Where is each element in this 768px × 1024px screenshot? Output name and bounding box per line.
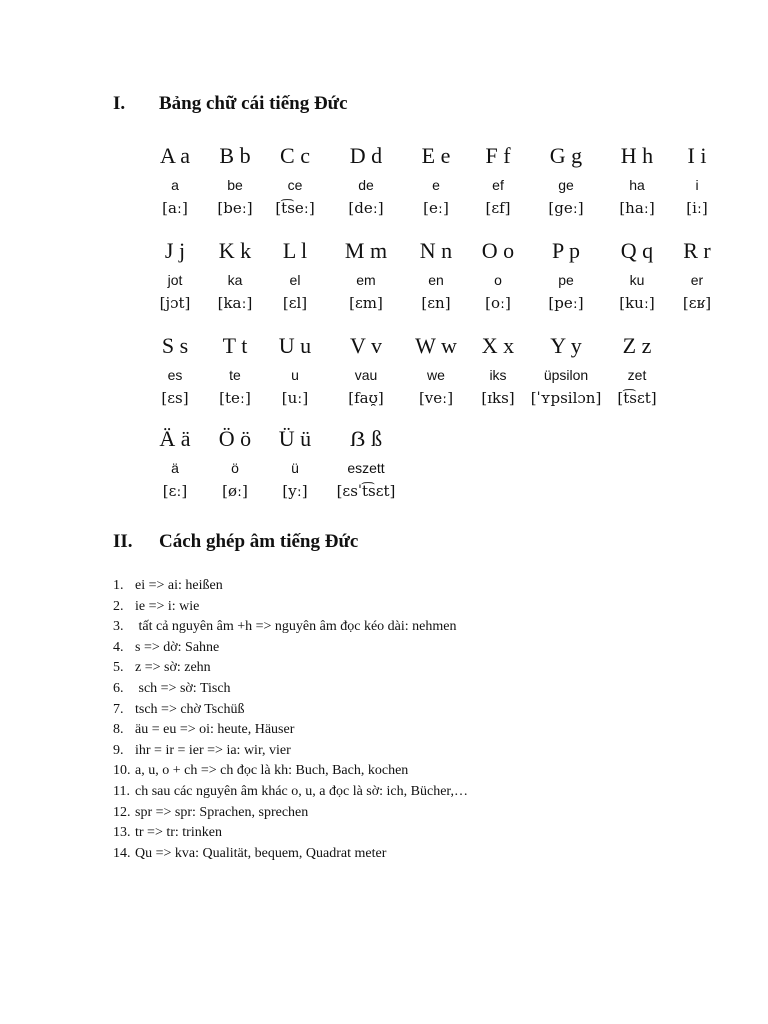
letter-name: vau: [354, 367, 378, 383]
alphabet-cell: [326, 426, 406, 506]
letter-ipa: [t͡sɛt]: [617, 389, 657, 407]
letter: S s: [161, 333, 189, 358]
rule-text: ie => i: wie: [135, 598, 200, 614]
letter-ipa: [faʊ̯]: [348, 389, 384, 407]
letter-ipa: [kaː]: [217, 294, 253, 312]
letter: B b: [219, 143, 251, 168]
section-1-title: Bảng chữ cái tiếng Đức: [159, 93, 348, 114]
rule-item: [113, 597, 673, 618]
letter: R r: [683, 238, 711, 263]
letter-name: e: [432, 177, 440, 193]
letter: T t: [222, 333, 248, 358]
letter-ipa: [ɛː]: [162, 482, 188, 500]
rule-text: tất cả nguyên âm +h => nguyên âm đọc kéo dài: nehmen: [135, 619, 457, 635]
alphabet-cell: [255, 333, 335, 413]
letter-name: we: [427, 367, 445, 383]
letter-name: pe: [558, 272, 574, 288]
letter: W w: [415, 333, 457, 358]
rule-number: 6.: [113, 680, 124, 696]
alphabet-cell: [657, 143, 737, 223]
letter-name: eszett: [347, 460, 385, 476]
rule-number: 1.: [113, 578, 124, 593]
letter-ipa: [oː]: [485, 294, 511, 312]
pronunciation-rules-list: [113, 576, 673, 864]
letter-name: ge: [558, 177, 574, 193]
rule-number: 11.: [113, 783, 130, 799]
rule-text: a, u, o + ch => ch đọc là kh: Buch, Bach, kochen: [135, 763, 409, 779]
alphabet-cell: [526, 333, 606, 413]
letter: ẞ ß: [349, 426, 383, 451]
rule-number: 9.: [113, 742, 124, 758]
letter-name: ce: [287, 177, 303, 193]
rule-text: s => dờ: Sahne: [135, 639, 220, 655]
letter-name: em: [356, 272, 376, 288]
letter-name: ha: [629, 177, 645, 193]
alphabet-cell: [526, 143, 606, 223]
letter-name: er: [690, 272, 704, 288]
letter-name: es: [167, 367, 183, 383]
letter: Ü ü: [278, 426, 312, 451]
rule-number: 8.: [113, 722, 124, 738]
letter-name: iks: [489, 367, 507, 383]
letter-ipa: [kuː]: [619, 294, 655, 312]
section-2-title: Cách ghép âm tiếng Đức: [159, 531, 359, 552]
alphabet-cell: [526, 238, 606, 318]
letter-ipa: [ɛf]: [485, 199, 511, 217]
letter: Y y: [550, 333, 582, 358]
letter: K k: [218, 238, 252, 263]
rule-text: ch sau các nguyên âm khác o, u, a đọc là sờ: ich, Bücher,…: [135, 783, 469, 799]
rule-item: [113, 761, 673, 782]
rule-number: 13.: [113, 825, 131, 841]
letter: F f: [485, 143, 511, 168]
alphabet-cell: [657, 238, 737, 318]
letter-name: zet: [627, 367, 647, 383]
letter: A a: [160, 143, 190, 168]
letter-name: ku: [629, 272, 645, 288]
rule-item: [113, 782, 673, 803]
letter-name: ef: [492, 177, 504, 193]
letter-name: ä: [171, 460, 179, 476]
alphabet-cell: [326, 333, 406, 413]
section-1-number: I.: [113, 93, 126, 114]
letter-ipa: [peː]: [548, 294, 584, 312]
letter-ipa: [ɪks]: [481, 389, 515, 407]
letter: M m: [344, 238, 388, 263]
letter: I i: [687, 143, 707, 168]
section-2-number: II.: [113, 531, 133, 552]
letter: V v: [350, 333, 382, 358]
rule-item: [113, 720, 673, 741]
letter: Q q: [620, 238, 654, 263]
alphabet-cell: [326, 143, 406, 223]
letter: J j: [164, 238, 186, 263]
rule-number: 4.: [113, 639, 124, 655]
letter-ipa: [yː]: [282, 482, 308, 500]
rule-number: 3.: [113, 619, 124, 635]
letter: G g: [549, 143, 583, 168]
letter-ipa: [aː]: [162, 199, 188, 217]
rule-number: 10.: [113, 763, 131, 779]
letter-ipa: [ɛs]: [161, 389, 189, 407]
letter: Ä ä: [159, 426, 191, 451]
letter-ipa: [ˈʏpsilɔn]: [530, 389, 602, 407]
letter-ipa: [geː]: [548, 199, 584, 217]
rule-number: 7.: [113, 701, 124, 717]
letter-ipa: [ɛl]: [282, 294, 308, 312]
rule-number: 12.: [113, 804, 131, 820]
letter-name: te: [229, 367, 241, 383]
letter-ipa: [haː]: [619, 199, 655, 217]
letter-ipa: [ɛsˈt͡sɛt]: [336, 482, 396, 500]
rule-item: [113, 617, 673, 638]
alphabet-cell: [255, 143, 335, 223]
rule-text: tr => tr: trinken: [135, 825, 222, 841]
letter-name: o: [494, 272, 502, 288]
alphabet-cell: [326, 238, 406, 318]
rule-text: ei => ai: heißen: [135, 578, 223, 593]
letter: U u: [278, 333, 312, 358]
letter-name: i: [695, 177, 699, 193]
letter-ipa: [deː]: [348, 199, 384, 217]
alphabet-cell: [255, 238, 335, 318]
rule-item: [113, 638, 673, 659]
letter-name: ö: [231, 460, 239, 476]
rule-item: [113, 576, 673, 597]
alphabet-cell: [255, 426, 335, 506]
section-2-heading: [113, 531, 513, 557]
letter-name: el: [289, 272, 301, 288]
alphabet-cell: [597, 333, 677, 413]
letter: X x: [481, 333, 515, 358]
rule-item: [113, 803, 673, 824]
rule-item: [113, 823, 673, 844]
rule-text: z => sờ: zehn: [135, 660, 211, 676]
letter-name: de: [358, 177, 374, 193]
rule-text: sch => sờ: Tisch: [135, 680, 231, 696]
letter: H h: [620, 143, 654, 168]
rule-text: tsch => chờ Tschüß: [135, 701, 245, 717]
letter-name: a: [171, 177, 179, 193]
letter-ipa: [ɛn]: [421, 294, 451, 312]
letter: Ö ö: [218, 426, 252, 451]
rule-number: 14.: [113, 845, 131, 861]
letter-ipa: [ɛm]: [349, 294, 383, 312]
letter-name: jot: [167, 272, 183, 288]
letter-ipa: [eː]: [423, 199, 449, 217]
letter-ipa: [ɛʁ]: [682, 294, 712, 312]
rule-item: [113, 741, 673, 762]
rule-text: Qu => kva: Qualität, bequem, Quadrat meter: [135, 845, 387, 861]
letter: E e: [421, 143, 451, 168]
letter-name: be: [227, 177, 243, 193]
letter: Z z: [622, 333, 652, 358]
letter-name: ü: [291, 460, 299, 476]
letter: D d: [349, 143, 383, 168]
rule-number: 5.: [113, 660, 124, 676]
letter: L l: [282, 238, 308, 263]
rule-item: [113, 658, 673, 679]
rule-text: äu = eu => oi: heute, Häuser: [135, 722, 295, 738]
rule-text: spr => spr: Sprachen, sprechen: [135, 804, 309, 820]
letter-ipa: [veː]: [418, 389, 454, 407]
rule-item: [113, 679, 673, 700]
letter-name: en: [428, 272, 444, 288]
rule-item: [113, 844, 673, 865]
letter-ipa: [øː]: [222, 482, 248, 500]
rule-text: ihr = ir = ier => ia: wir, vier: [135, 742, 291, 758]
letter: O o: [481, 238, 515, 263]
rule-item: [113, 700, 673, 721]
letter-ipa: [iː]: [686, 199, 708, 217]
letter-ipa: [teː]: [219, 389, 251, 407]
letter-name: u: [291, 367, 299, 383]
letter-ipa: [beː]: [217, 199, 253, 217]
letter-ipa: [t͡seː]: [275, 199, 315, 217]
letter-ipa: [uː]: [281, 389, 309, 407]
letter-ipa: [jɔt]: [159, 294, 191, 312]
letter-name: ka: [227, 272, 243, 288]
rule-number: 2.: [113, 598, 124, 614]
letter: P p: [552, 238, 580, 263]
letter: C c: [280, 143, 310, 168]
letter-name: üpsilon: [543, 367, 589, 383]
letter: N n: [419, 238, 453, 263]
